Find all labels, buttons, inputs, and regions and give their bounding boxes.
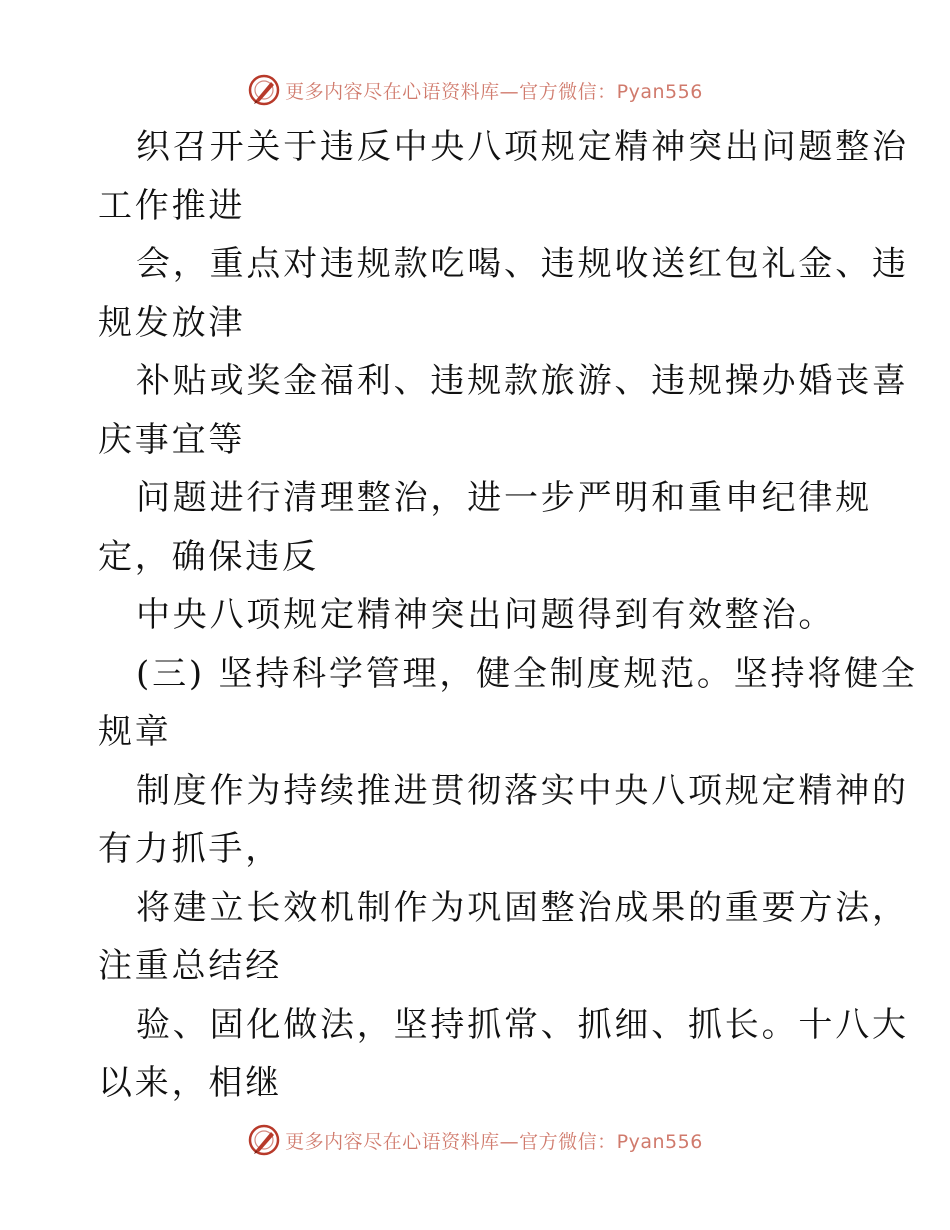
- pen-logo-icon: [247, 73, 281, 107]
- text-line: 有力抓手，: [98, 829, 282, 869]
- pen-logo-icon: [247, 1123, 281, 1157]
- text-line: 补贴或奖金福利、违规款旅游、违规操办婚丧喜: [136, 361, 909, 401]
- text-line: 中央八项规定精神突出问题得到有效整治。: [136, 595, 836, 635]
- text-line: 验、固化做法，坚持抓常、抓细、抓长。十八大: [136, 1004, 909, 1045]
- document-body: [98, 118, 918, 1113]
- text-line: 工作推进: [98, 185, 246, 226]
- footer-banner-text: 更多内容尽在心语资料库—官方微信：Pyan556: [285, 1130, 703, 1153]
- text-line: 制度作为持续推进贯彻落实中央八项规定精神的: [136, 770, 909, 811]
- footer-banner: [0, 1120, 950, 1160]
- header-banner: [0, 70, 950, 110]
- text-line: 规章: [98, 712, 172, 752]
- text-line: 会，重点对违规款吃喝、违规收送红包礼金、违: [136, 244, 909, 284]
- text-line: 织召开关于违反中央八项规定精神突出问题整治: [136, 127, 909, 167]
- text-line: 庆事宜等: [98, 419, 246, 460]
- text-line: 问题进行清理整治，进一步严明和重申纪律规: [136, 478, 872, 518]
- text-line: 注重总结经: [98, 946, 282, 986]
- text-line: 定，确保违反: [98, 536, 319, 577]
- text-line: 将建立长效机制作为巩固整治成果的重要方法，: [136, 887, 909, 928]
- header-banner-text: 更多内容尽在心语资料库—官方微信：Pyan556: [285, 80, 703, 103]
- section-heading-line: (三) 坚持科学管理，健全制度规范。坚持将健全: [136, 653, 918, 694]
- text-line: 以来，相继: [98, 1063, 282, 1103]
- text-line: 规发放津: [98, 302, 246, 343]
